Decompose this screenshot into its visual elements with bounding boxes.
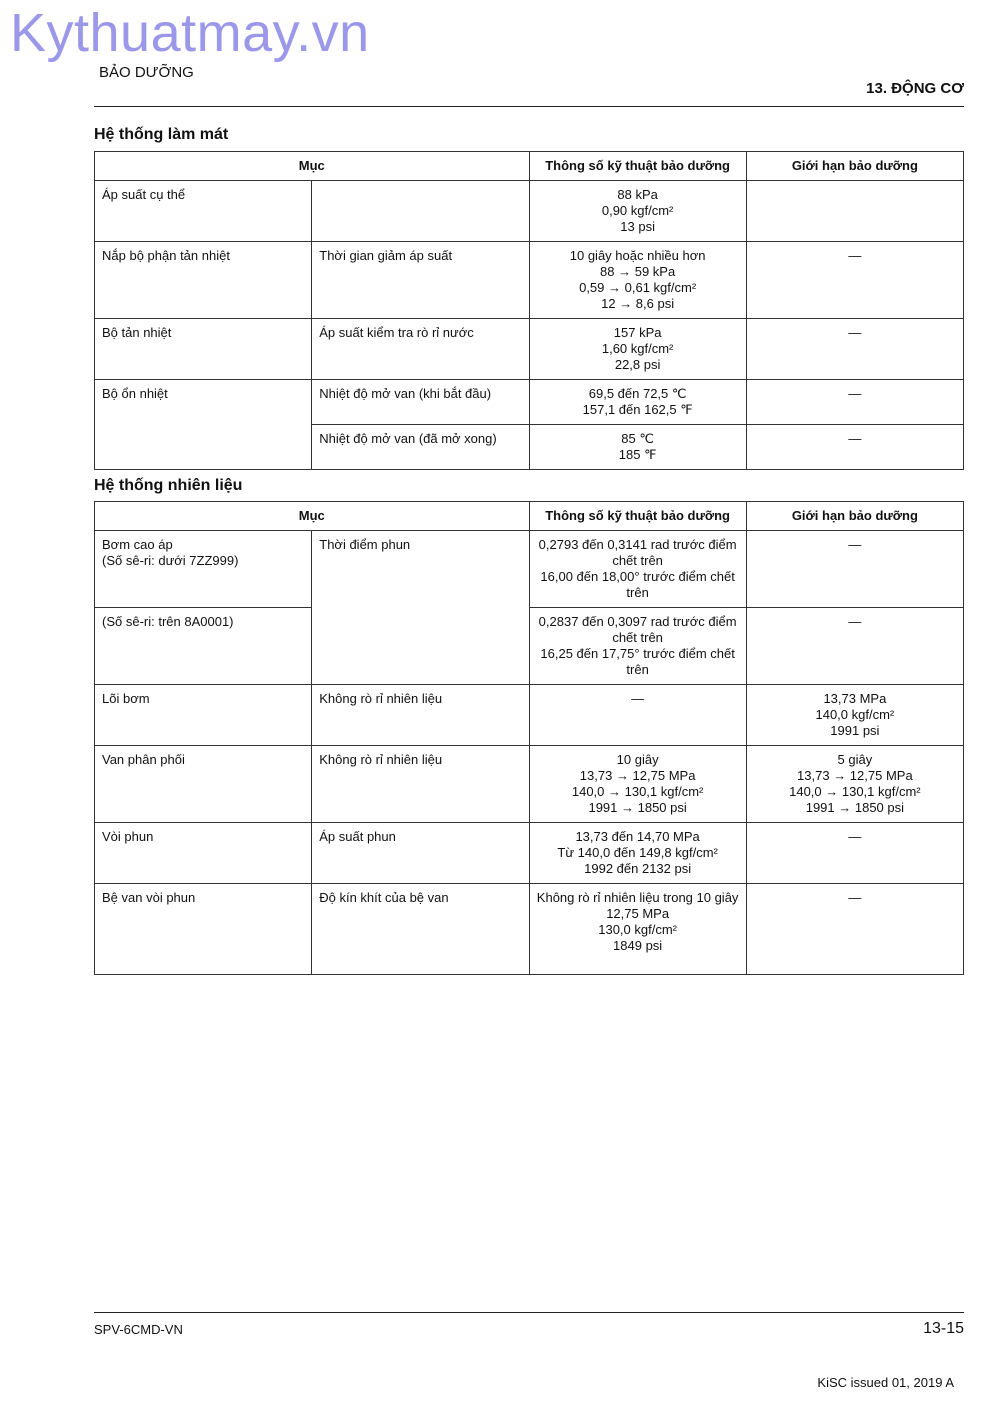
sub-item-cell: Không rò rỉ nhiên liệu [312,685,529,746]
item-cell: Nắp bộ phận tản nhiệt [95,242,312,319]
limit-cell: — [746,242,963,319]
spec-cell [529,531,746,608]
item-cell: Áp suất cụ thể [95,181,312,242]
spec-line: 130,0 kgf/cm² [598,922,677,937]
spec-line: 13 psi [620,219,655,234]
col-header-limit: Giới hạn bảo dưỡng [746,502,963,531]
spec-cell [529,319,746,380]
spec-line: 0,90 kgf/cm² [601,203,674,218]
sub-item-cell: Áp suất phun [312,823,529,884]
cooling-spec-table [94,151,964,470]
limit-cell: — [746,425,963,470]
item-cell: Lõi bơm [95,685,312,746]
item-line: Bơm cao áp [102,537,173,552]
table-header-row [95,152,964,181]
spec-cell: — [529,685,746,746]
header-divider [94,106,964,107]
limit-line: 1991 → 1850 psi [805,800,905,815]
limit-cell: — [746,380,963,425]
header-section-label: BẢO DƯỠNG [99,64,194,81]
sub-item-cell: Độ kín khít của bệ van [312,884,529,975]
spec-line: 88 → 59 kPa [600,264,676,279]
col-header-item: Mục [95,502,530,531]
sub-item-cell: Nhiệt độ mở van (đã mở xong) [312,425,529,470]
spec-line: 88 kPa [617,187,658,202]
footer-doc-code: SPV-6CMD-VN [94,1322,183,1337]
spec-cell [529,425,746,470]
spec-line: 85 ℃ [621,431,654,446]
fuel-section-title: Hệ thống nhiên liệu [94,477,243,494]
limit-cell: — [746,608,963,685]
limit-cell: — [746,884,963,975]
spec-line: 12,75 MPa [606,906,670,921]
item-cell: Vòi phun [95,823,312,884]
limit-cell: — [746,823,963,884]
limit-cell: — [746,531,963,608]
cooling-section-title: Hệ thống làm mát [94,126,229,143]
sub-item-cell: Không rò rỉ nhiên liệu [312,746,529,823]
item-cell: Bộ ổn nhiệt [95,380,312,470]
spec-line: 10 giây hoặc nhiều hơn [569,248,706,263]
limit-cell [746,181,963,242]
spec-cell [529,181,746,242]
limit-line: 140,0 kgf/cm² [815,707,895,722]
item-cell: Bệ van vòi phun [95,884,312,975]
limit-cell [746,685,963,746]
spec-line: 0,2793 đến 0,3141 rad trước điểm chết trên [538,537,737,568]
spec-line: 0,2837 đến 0,3097 rad trước điểm chết trên [538,614,737,645]
sub-item-cell: Áp suất kiểm tra rò rỉ nước [312,319,529,380]
spec-cell [529,242,746,319]
spec-line: 16,00 đến 18,00° trước điểm chết trên [540,569,735,600]
item-cell: (Số sê-ri: trên 8A0001) [95,608,312,685]
limit-line: 1991 psi [830,723,880,738]
item-cell [95,531,312,608]
limit-line: 13,73 MPa [823,691,887,706]
spec-cell [529,380,746,425]
col-header-spec: Thông số kỹ thuật bảo dưỡng [529,502,746,531]
table-row [95,746,964,823]
spec-line: 157,1 đến 162,5 ℉ [582,402,693,417]
table-row [95,380,964,425]
spec-line: 13,73 → 12,75 MPa [579,768,696,783]
limit-line: 5 giây [837,752,873,767]
issued-note: KiSC issued 01, 2019 A [817,1375,954,1390]
spec-line: 13,73 đến 14,70 MPa [575,829,700,844]
limit-line: 140,0 → 130,1 kgf/cm² [789,784,921,799]
limit-cell [746,746,963,823]
item-line: (Số sê-ri: dưới 7ZZ999) [102,553,239,568]
watermark-logo: Kythuatmay.vn [10,3,370,63]
table-row [95,181,964,242]
spec-line: 0,59 → 0,61 kgf/cm² [579,280,697,295]
sub-item-cell: Nhiệt độ mở van (khi bắt đầu) [312,380,529,425]
spec-line: Từ 140,0 đến 149,8 kgf/cm² [557,845,718,860]
spec-line: Không rò rỉ nhiên liệu trong 10 giây [536,890,739,905]
spec-line: 1992 đến 2132 psi [584,861,692,876]
table-row [95,319,964,380]
spec-line: 10 giây [616,752,659,767]
footer-divider [94,1312,964,1313]
header-chapter-title: 13. ĐỘNG CƠ [866,80,964,97]
table-row [95,884,964,975]
item-cell: Bộ tản nhiệt [95,319,312,380]
col-header-limit: Giới hạn bảo dưỡng [746,152,963,181]
table-header-row [95,502,964,531]
limit-line: 13,73 → 12,75 MPa [797,768,913,783]
spec-line: 1,60 kgf/cm² [601,341,674,356]
spec-line: 16,25 đến 17,75° trước điểm chết trên [540,646,735,677]
sub-item-cell [312,181,529,242]
table-row [95,608,964,685]
spec-cell [529,608,746,685]
spec-line: 12 → 8,6 psi [601,296,675,311]
spec-line: 185 ℉ [618,447,657,462]
sub-item-cell: Thời điểm phun [312,531,529,685]
table-row [95,242,964,319]
sub-item-cell: Thời gian giảm áp suất [312,242,529,319]
limit-cell: — [746,319,963,380]
col-header-item: Mục [95,152,530,181]
spec-cell [529,746,746,823]
spec-cell [529,823,746,884]
col-header-spec: Thông số kỹ thuật bảo dưỡng [529,152,746,181]
spec-line: 1991 → 1850 psi [588,800,687,815]
spec-line: 69,5 đến 72,5 ℃ [588,386,687,401]
table-row [95,823,964,884]
item-cell: Van phân phối [95,746,312,823]
fuel-spec-table [94,501,964,975]
spec-line: 22,8 psi [614,357,661,372]
table-row [95,531,964,608]
footer-page-number: 13-15 [923,1320,964,1337]
spec-cell [529,884,746,975]
spec-line: 1849 psi [613,938,663,953]
spec-line: 157 kPa [613,325,662,340]
spec-line: 140,0 → 130,1 kgf/cm² [571,784,704,799]
table-row [95,685,964,746]
